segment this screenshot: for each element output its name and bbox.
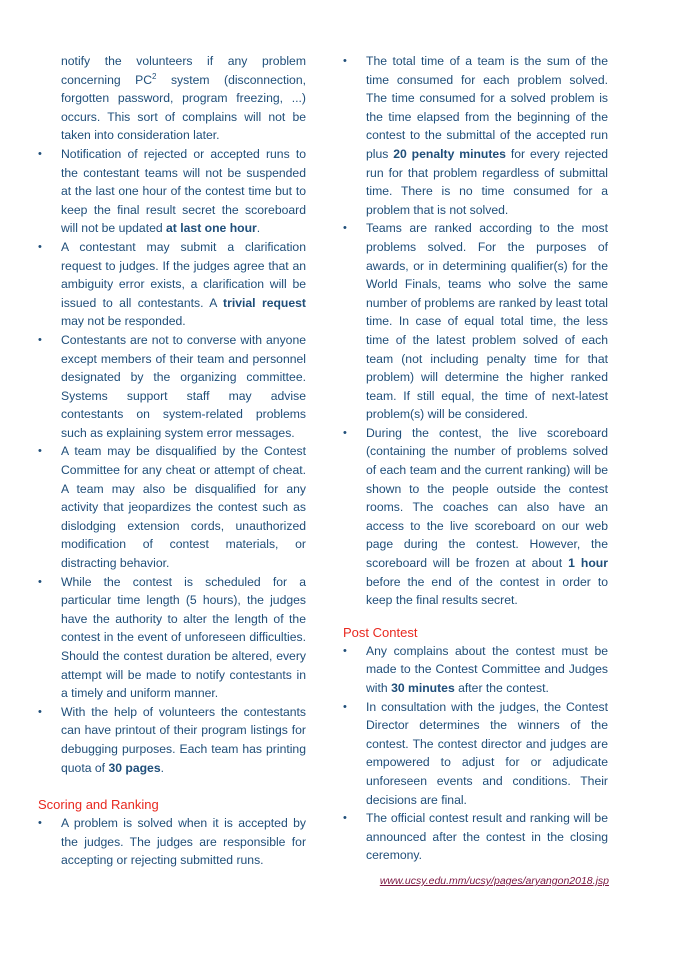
list-item bbox=[343, 424, 608, 610]
emphasis-text: 20 penalty minutes bbox=[393, 146, 506, 161]
emphasis-text: 1 hour bbox=[568, 556, 608, 571]
list-item bbox=[343, 642, 608, 698]
list-item bbox=[38, 145, 306, 238]
list-item bbox=[38, 573, 306, 703]
bullet-icon: • bbox=[38, 333, 42, 346]
item-text: before the end of the contest in order to keep the final results secret. bbox=[366, 574, 608, 608]
bullet-icon: • bbox=[38, 445, 42, 458]
emphasis-text: trivial request bbox=[223, 295, 306, 310]
bullet-icon: • bbox=[343, 644, 347, 657]
item-text: Teams are ranked according to the most problems solved. For the purposes of awards, or in determining qualifier(s) for the World Finals, teams who solve the same number of problems are ranked by least total time. In case of equal total time, the less time of the latest problem solved of each team (not including penalty time for that problem) will determine the higher ranked team. If still equal, the time of next-latest problem(s) will be considered. bbox=[366, 221, 608, 422]
list-item bbox=[38, 703, 306, 777]
item-text: for every rejected run for that problem regardless of submittal time. There is no time consumed for a problem that is not solved. bbox=[366, 146, 608, 217]
item-text: . bbox=[256, 221, 261, 236]
right-column bbox=[343, 52, 608, 865]
emphasis-text: 30 pages bbox=[108, 760, 161, 775]
emphasis-text: 30 minutes bbox=[391, 681, 455, 695]
item-text: Notification of rejected or accepted runs to the contestant teams will not be suspended at the last one hour of the contest time but to keep the final result secret the scoreboard will not be updated bbox=[61, 146, 306, 236]
item-text: A problem is solved when it is accepted by the judges. The judges are responsible for accepting or rejecting submitted runs. bbox=[61, 816, 306, 868]
item-text: Any complains about the contest must be made to the Contest Committee and Judges with bbox=[366, 643, 608, 695]
right-rules-list bbox=[343, 52, 608, 610]
bullet-icon: • bbox=[343, 700, 347, 713]
list-item bbox=[343, 219, 608, 424]
list-item bbox=[38, 52, 306, 145]
list-item bbox=[38, 442, 306, 572]
item-text: may not be responded. bbox=[61, 314, 186, 329]
item-text: after the contest. bbox=[454, 681, 549, 695]
bullet-icon: • bbox=[343, 426, 347, 439]
footer-url-link[interactable]: www.ucsy.edu.mm/ucsy/pages/aryangon2018.jsp bbox=[379, 875, 609, 887]
item-text: In consultation with the judges, the Contest Director determines the winners of the contest. The contest director and judges are empowered to adjust for or adjudicate unforeseen events and conditions. Their decisions are final. bbox=[366, 699, 608, 807]
scoring-list bbox=[38, 814, 306, 870]
list-item bbox=[38, 331, 306, 443]
item-text: notify the volunteers if any problem concerning PC bbox=[61, 54, 306, 87]
bullet-icon: • bbox=[38, 240, 42, 253]
item-text: With the help of volunteers the contestants can have printout of their program listings for debugging purposes. Each team has printing quota of bbox=[61, 704, 306, 775]
bullet-icon: • bbox=[343, 222, 347, 235]
item-text: Contestants are not to converse with anyone except members of their team and personnel designated by the organizing committee. Systems support staff may advise contestants on system-related problems such as explaining system error messages. bbox=[61, 332, 306, 440]
item-text: While the contest is scheduled for a particular time length (5 hours), the judges have the authority to alter the length of the contest in the event of unforeseen difficulties. Should the contest duration be altered, every attempt will be made to notify contestants in a timely and uniform manner. bbox=[61, 574, 306, 701]
emphasis-text: at last one hour bbox=[166, 221, 257, 236]
item-text: . bbox=[160, 760, 164, 775]
item-text: During the contest, the live scoreboard (containing the number of problems solved of each team and the current ranking) will be shown to the people outside the contest rooms. The coaches can also have an access to the live scoreboard on our web page during the contest. However, the scoreboard will be frozen at about bbox=[366, 425, 608, 571]
item-text: A team may be disqualified by the Contest Committee for any cheat or attempt of cheat. A team may also be disqualified for any activity that jeopardizes the contest such as dislodging extension cords, unauthorized modification of contest materials, or distracting behavior. bbox=[61, 444, 306, 571]
list-item bbox=[343, 809, 608, 865]
bullet-icon: • bbox=[38, 575, 42, 588]
bullet-icon: • bbox=[38, 147, 42, 160]
section-heading-scoring: Scoring and Ranking bbox=[38, 797, 159, 813]
superscript: 2 bbox=[152, 71, 157, 81]
left-column bbox=[38, 52, 306, 870]
bullet-icon: • bbox=[343, 812, 347, 825]
bullet-icon: • bbox=[343, 55, 347, 67]
list-item bbox=[38, 238, 306, 331]
list-item bbox=[38, 814, 306, 870]
left-rules-list bbox=[38, 52, 306, 777]
list-item bbox=[343, 52, 608, 219]
item-text: system (disconnection, forgotten password, program freezing, ...) occurs. This sort of complains will not be taken into consideration later. bbox=[61, 72, 306, 143]
list-item bbox=[343, 698, 608, 810]
item-text: The total time of a team is the sum of the time consumed for each problem solved. The time consumed for a solved problem is the time elapsed from the beginning of the contest to the submittal of the accepted run plus bbox=[366, 54, 608, 161]
bullet-icon: • bbox=[38, 817, 42, 830]
section-heading-post-contest: Post Contest bbox=[343, 624, 418, 640]
post-contest-list bbox=[343, 642, 608, 865]
item-text: The official contest result and ranking will be announced after the contest in the closing ceremony. bbox=[366, 811, 608, 863]
bullet-icon: • bbox=[38, 705, 42, 718]
item-text: A contestant may submit a clarification request to judges. If the judges agree that an ambiguity error exists, a clarification will be issued to all contestants. A bbox=[61, 239, 306, 310]
